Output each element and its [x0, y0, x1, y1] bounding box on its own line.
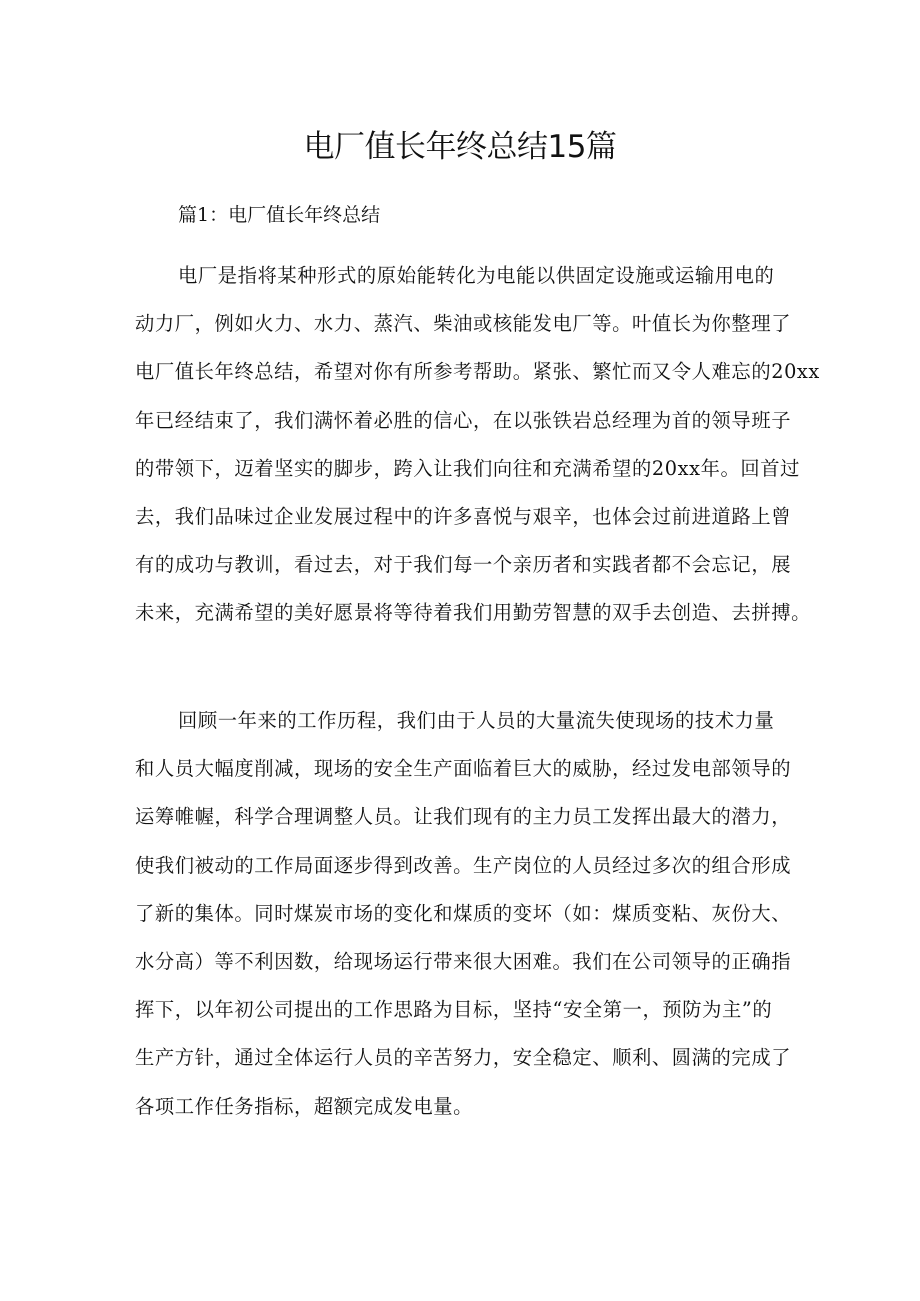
paragraph-line: 的带领下，迈着坚实的脚步，跨入让我们向往和充满希望的20xx年。回首过	[135, 456, 800, 480]
paragraph-line: 回顾一年来的工作历程，我们由于人员的大量流失使现场的技术力量	[178, 709, 775, 732]
paragraph-line: 未来，充满希望的美好愿景将等待着我们用勤劳智慧的双手去创造、去拼搏。	[135, 601, 811, 625]
paragraph-line: 了新的集体。同时煤炭市场的变化和煤质的变坏（如：煤质变粘、灰份大、	[135, 901, 792, 925]
document-title: 电厂值长年终总结15篇	[303, 129, 617, 165]
paragraph-review	[135, 697, 790, 1131]
paragraph-line: 各项工作任务指标，超额完成发电量。	[135, 1094, 473, 1118]
paragraph-intro	[135, 252, 820, 638]
section-heading: 篇1：电厂值长年终总结	[178, 204, 381, 226]
paragraph-line: 年已经结束了，我们满怀着必胜的信心，在以张铁岩总经理为首的领导班子	[135, 408, 792, 432]
paragraph-line: 使我们被动的工作局面逐步得到改善。生产岗位的人员经过多次的组合形成	[135, 853, 792, 877]
paragraph-line: 挥下，以年初公司提出的工作思路为目标，坚持“安全第一，预防为主”的	[135, 998, 773, 1022]
paragraph-line: 运筹帷幄，科学合理调整人员。让我们现有的主力员工发挥出最大的潜力，	[135, 805, 792, 829]
paragraph-line: 生产方针，通过全体运行人员的辛苦努力，安全稳定、顺利、圆满的完成了	[135, 1046, 792, 1070]
paragraph-line: 有的成功与教训，看过去，对于我们每一个亲历者和实践者都不会忘记，展	[135, 553, 792, 577]
paragraph-line: 水分高）等不利因数，给现场运行带来很大困难。我们在公司领导的正确指	[135, 949, 792, 973]
paragraph-line: 去，我们品味过企业发展过程中的许多喜悦与艰辛，也体会过前进道路上曾	[135, 504, 792, 528]
paragraph-line: 电厂是指将某种形式的原始能转化为电能以供固定设施或运输用电的	[178, 264, 775, 287]
paragraph-line: 电厂值长年终总结，希望对你有所参考帮助。紧张、繁忙而又令人难忘的20xx	[135, 360, 820, 384]
paragraph-line: 动力厂，例如火力、水力、蒸汽、柴油或核能发电厂等。叶值长为你整理了	[135, 312, 792, 336]
paragraph-line: 和人员大幅度削减，现场的安全生产面临着巨大的威胁，经过发电部领导的	[135, 757, 792, 781]
